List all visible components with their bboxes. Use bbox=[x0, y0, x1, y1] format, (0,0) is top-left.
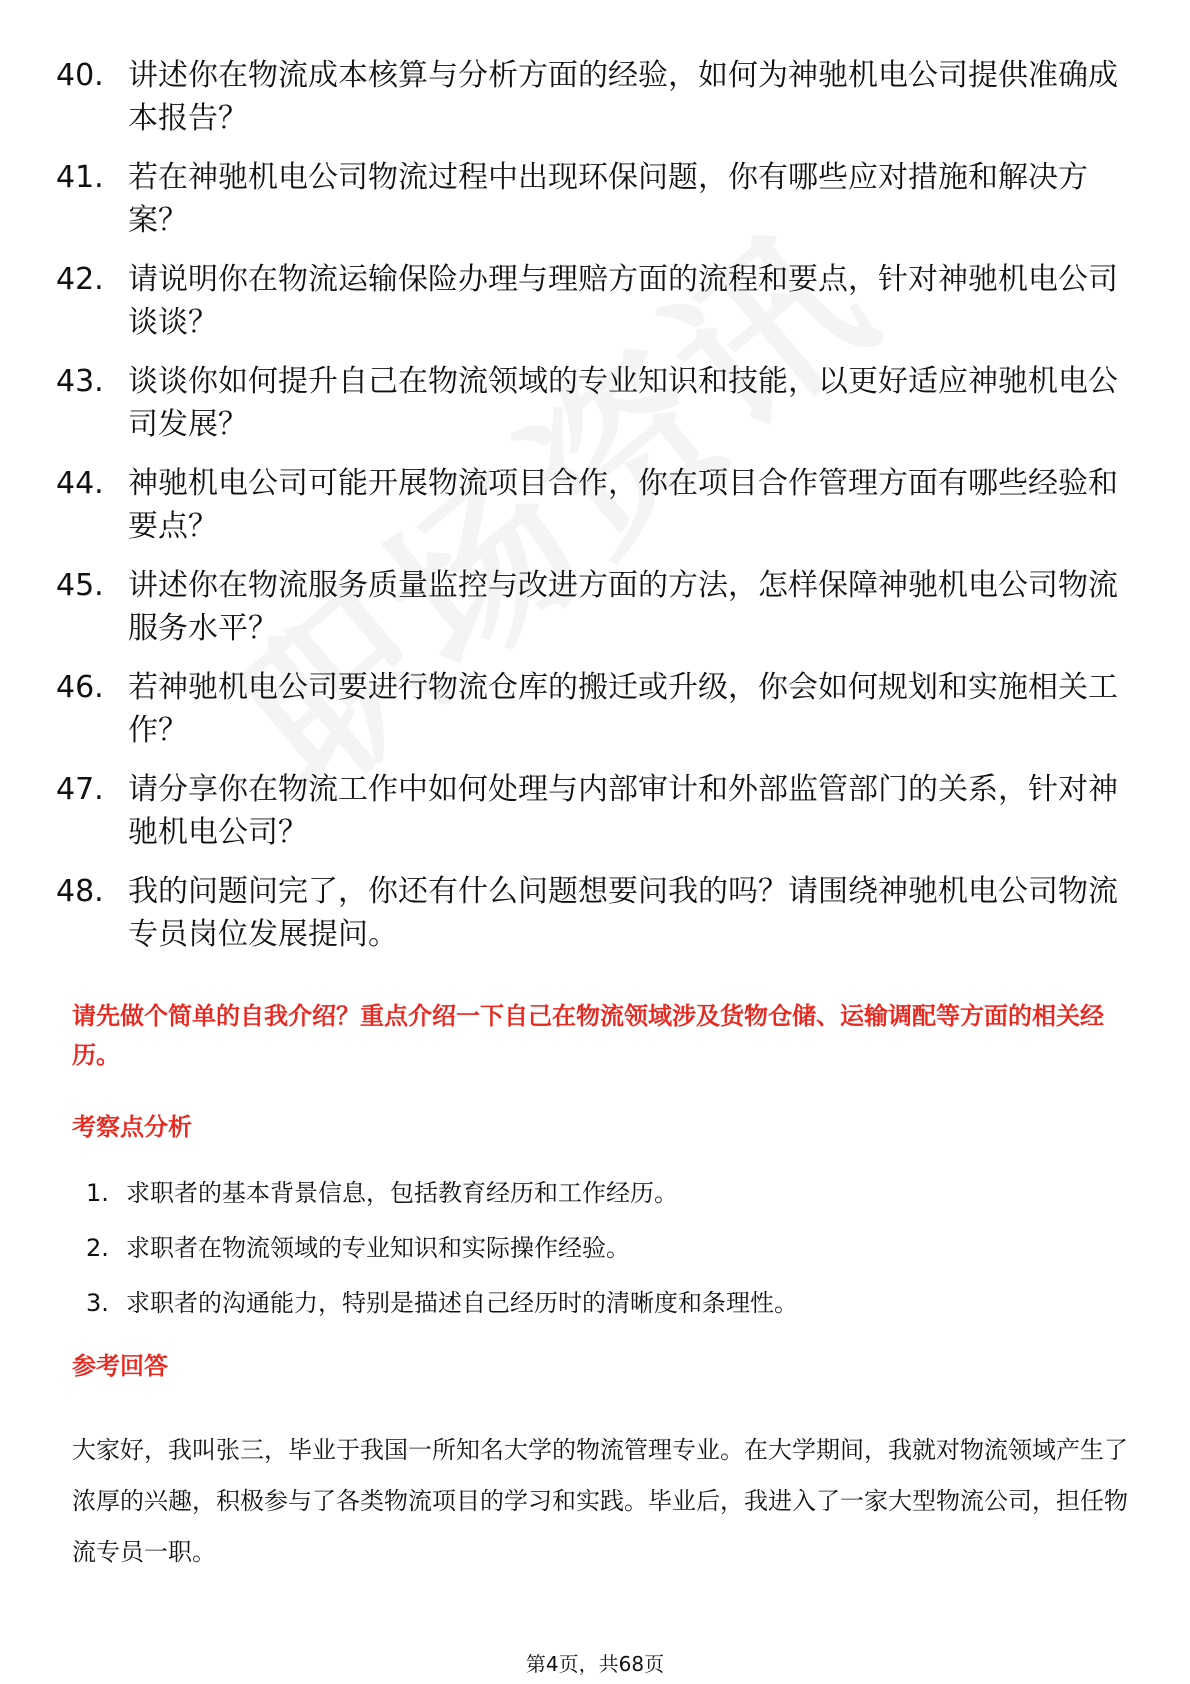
analysis-text: 求职者的基本背景信息，包括教育经历和工作经历。 bbox=[126, 1179, 678, 1207]
analysis-number: 1. bbox=[86, 1179, 109, 1207]
question-list bbox=[56, 54, 1136, 972]
analysis-number: 2. bbox=[86, 1234, 109, 1262]
question-text: 请分享你在物流工作中如何处理与内部审计和外部监管部门的关系，针对神驰机电公司？ bbox=[128, 772, 1118, 850]
question-item bbox=[56, 258, 1136, 344]
question-number: 46. bbox=[56, 670, 104, 705]
analysis-text: 求职者在物流领域的专业知识和实际操作经验。 bbox=[126, 1234, 630, 1262]
analysis-heading: 考察点分析 bbox=[72, 1113, 192, 1141]
question-text: 神驰机电公司可能开展物流项目合作，你在项目合作管理方面有哪些经验和要点？ bbox=[128, 466, 1118, 544]
analysis-item bbox=[86, 1287, 1126, 1319]
question-text: 我的问题问完了，你还有什么问题想要问我的吗？请围绕神驰机电公司物流专员岗位发展提问。 bbox=[128, 874, 1118, 952]
question-text: 若神驰机电公司要进行物流仓库的搬迁或升级，你会如何规划和实施相关工作？ bbox=[128, 670, 1118, 748]
analysis-text: 求职者的沟通能力，特别是描述自己经历时的清晰度和条理性。 bbox=[126, 1289, 798, 1317]
featured-question: 请先做个简单的自我介绍？重点介绍一下自己在物流领域涉及货物仓储、运输调配等方面的相关经历。 bbox=[72, 1002, 1104, 1069]
answer-heading: 参考回答 bbox=[72, 1352, 168, 1380]
question-item bbox=[56, 564, 1136, 650]
question-text: 若在神驰机电公司物流过程中出现环保问题，你有哪些应对措施和解决方案？ bbox=[128, 160, 1088, 238]
question-number: 48. bbox=[56, 874, 104, 909]
question-number: 41. bbox=[56, 160, 104, 195]
question-number: 43. bbox=[56, 364, 104, 399]
analysis-item bbox=[86, 1232, 1126, 1264]
answer-paragraph: 大家好，我叫张三，毕业于我国一所知名大学的物流管理专业。在大学期间，我就对物流领域产生了浓厚的兴趣，积极参与了各类物流项目的学习和实践。毕业后，我进入了一家大型物流公司，担任物流专员一职。 bbox=[72, 1436, 1128, 1566]
question-item bbox=[56, 768, 1136, 854]
analysis-item bbox=[86, 1177, 1126, 1209]
page-footer: 第4页，共68页 bbox=[525, 1652, 665, 1676]
analysis-number: 3. bbox=[86, 1289, 109, 1317]
question-item bbox=[56, 360, 1136, 446]
question-number: 44. bbox=[56, 466, 104, 501]
question-number: 42. bbox=[56, 262, 104, 297]
question-item bbox=[56, 156, 1136, 242]
question-number: 47. bbox=[56, 772, 104, 807]
question-item bbox=[56, 870, 1136, 956]
analysis-list bbox=[86, 1177, 1126, 1342]
question-item bbox=[56, 54, 1136, 140]
question-item bbox=[56, 462, 1136, 548]
question-text: 讲述你在物流服务质量监控与改进方面的方法，怎样保障神驰机电公司物流服务水平？ bbox=[128, 568, 1118, 646]
question-text: 讲述你在物流成本核算与分析方面的经验，如何为神驰机电公司提供准确成本报告？ bbox=[128, 58, 1118, 136]
question-number: 40. bbox=[56, 58, 104, 93]
question-text: 谈谈你如何提升自己在物流领域的专业知识和技能，以更好适应神驰机电公司发展？ bbox=[128, 364, 1118, 442]
question-text: 请说明你在物流运输保险办理与理赔方面的流程和要点，针对神驰机电公司谈谈？ bbox=[128, 262, 1118, 340]
question-item bbox=[56, 666, 1136, 752]
question-number: 45. bbox=[56, 568, 104, 603]
